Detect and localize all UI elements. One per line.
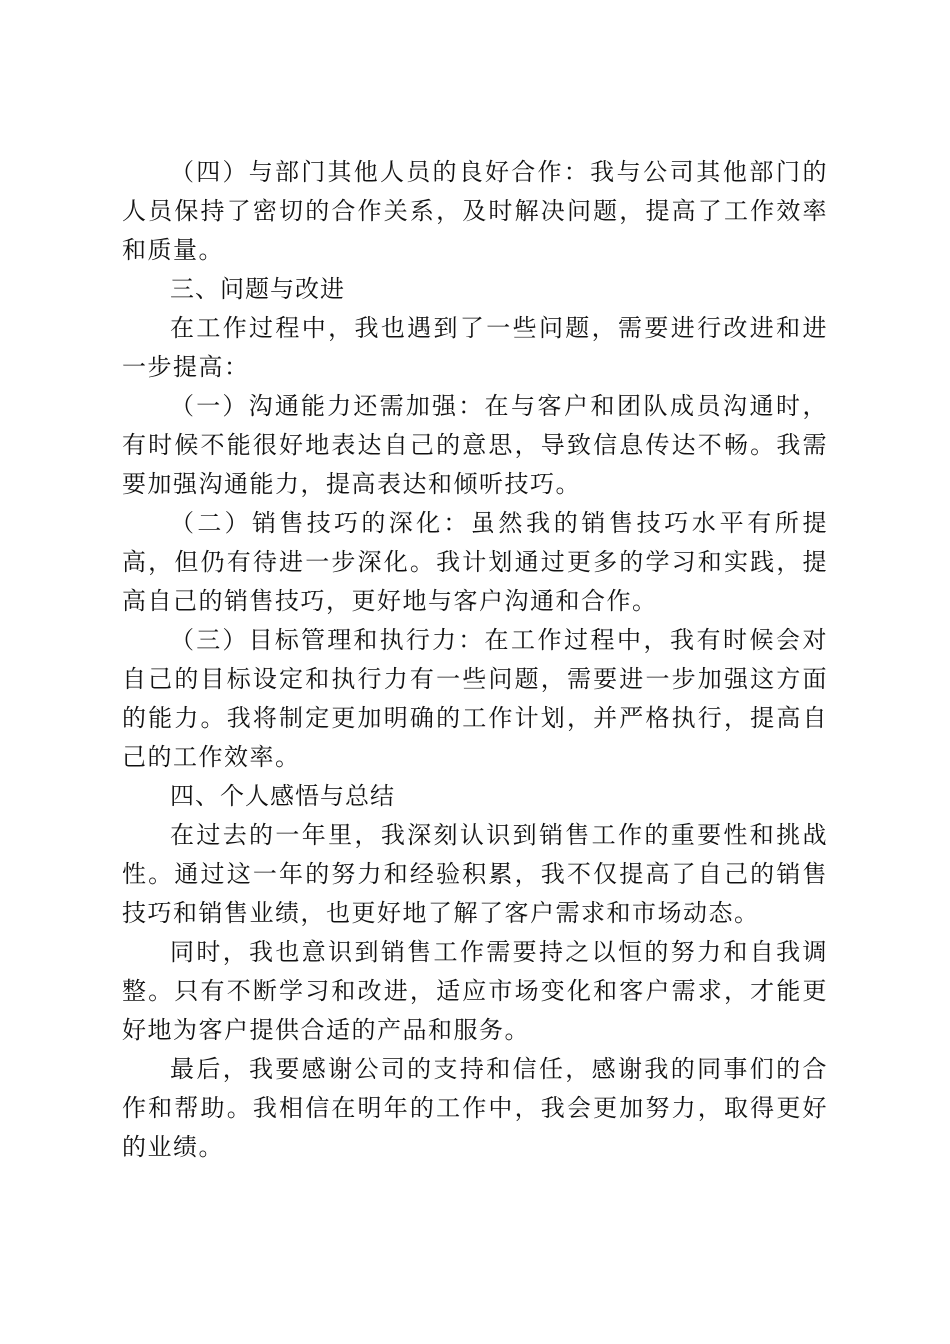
document-body bbox=[122, 153, 828, 1167]
paragraph-goal-management bbox=[122, 621, 828, 777]
paragraph-text: 虽然我的销售技巧水平有所提高，但仍有待进一步深化。我计划通过更多的学习和实践，提高自己的销售技巧，更好地与客户沟通和合作。 bbox=[122, 509, 829, 615]
paragraph-thanks bbox=[122, 1050, 828, 1167]
section-heading-problems: 三、问题与改进 bbox=[170, 275, 345, 303]
paragraph-text: 我与公司其他部门的人员保持了密切的合作关系，及时解决问题，提高了工作效率和质量。 bbox=[122, 158, 829, 264]
paragraph-text: 同时，我也意识到销售工作需要持之以恒的努力和自我调整。只有不断学习和改进，适应市场变化和客户需求，才能更好地为客户提供合适的产品和服务。 bbox=[122, 938, 828, 1044]
paragraph-cooperation bbox=[122, 153, 828, 270]
paragraph-reflection bbox=[122, 816, 828, 933]
paragraph-text: 在工作过程中，我也遇到了一些问题，需要进行改进和进一步提高： bbox=[122, 314, 828, 381]
paragraph-text: 最后，我要感谢公司的支持和信任，感谢我的同事们的合作和帮助。我相信在明年的工作中，我会更加努力，取得更好的业绩。 bbox=[122, 1055, 828, 1161]
paragraph-lead: （一）沟通能力还需加强： bbox=[170, 392, 485, 420]
paragraph-text: 在过去的一年里，我深刻认识到销售工作的重要性和挑战性。通过这一年的努力和经验积累，我不仅提高了自己的销售技巧和销售业绩，也更好地了解了客户需求和市场动态。 bbox=[122, 821, 828, 927]
paragraph-lead: （四）与部门其他人员的良好合作： bbox=[170, 158, 591, 186]
paragraph-lead: （三）目标管理和执行力： bbox=[170, 626, 485, 654]
paragraph-text: 在与客户和团队成员沟通时，有时候不能很好地表达自己的意思，导致信息传达不畅。我需要加强沟通能力，提高表达和倾听技巧。 bbox=[122, 392, 828, 498]
section-heading-summary: 四、个人感悟与总结 bbox=[170, 782, 395, 810]
paragraph-communication bbox=[122, 387, 828, 504]
paragraph-lead: （二）销售技巧的深化： bbox=[170, 509, 471, 537]
paragraph-text: 在工作过程中，我有时候会对自己的目标设定和执行力有一些问题，需要进一步加强这方面的能力。我将制定更加明确的工作计划，并严格执行，提高自己的工作效率。 bbox=[122, 626, 828, 771]
paragraph-persistence bbox=[122, 933, 828, 1050]
paragraph-problems-intro bbox=[122, 309, 828, 387]
paragraph-sales-skills bbox=[122, 504, 828, 621]
